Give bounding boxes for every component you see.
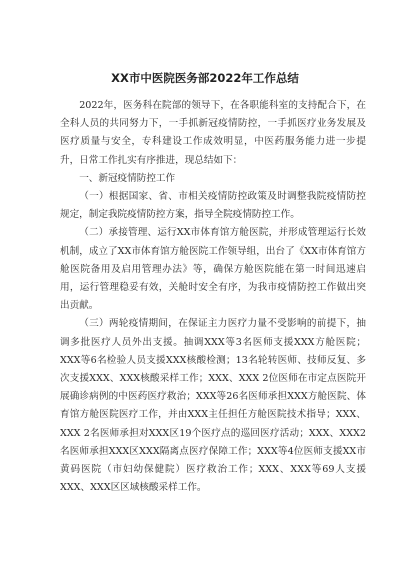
paragraph-item-3: （三）两轮疫情期间，在保证主力医疗力量不受影响的前提下，抽调多批医疗人员外出支援。抽调XXX等3名医师支援XXX方舱医院；XXX等6名检验人员支援XXX核酸检测；13名轮转医师、技师反复、多次支援XXX、XXX核酸采样工作；XXX、XXX 2位医师在市定点医院开展确诊病例的中医药医疗救治；XXX等26名医师承担XXX方舱医院、体育馆方舱医院医疗工作，并由XXX主任担任方舱医院技术指导；XXX、XXX 2名医师承担对XXX区19个医疗点的巡回医疗活动；XXX、XXX2名医师承担XXX区XXX隔离点医疗保障工作；XXX等4位医师支援XX市黄码医院（市妇幼保健院）医疗救治工作；XXX、XXX等69人支援XXX、XXX区区域核酸采样工作。 [60, 318, 366, 494]
document-body [60, 97, 366, 497]
section-heading: 一、新冠疫情防控工作 [79, 172, 176, 184]
intro-paragraph: 2022年，医务科在院部的领导下，在各职能科室的支持配合下，在全科人员的共同努力下，一手抓新冠疫情防控，一手抓医疗业务发展及医疗质量与安全，专科建设工作成效明显，中医药服务能力进一步提升，日常工作扎实有序推进，现总结如下： [60, 100, 366, 166]
paragraph-item-2: （二）承接管理、运行XX市体育馆方舱医院，并形成管理运行长效机制，成立了XX市体育馆方舱医院工作领导组，出台了《XX市体育馆方舱医院备用及启用管理办法》等，确保方舱医院能在第一时间迅速启用，运行管理稳妥有效，关舱时安全有序，为我市疫情防控工作做出突出贡献。 [60, 227, 366, 312]
document-title: XX市中医院医务部2022年工作总结 [111, 71, 299, 85]
paragraph-item-1: （一）根据国家、省、市相关疫情防控政策及时调整我院疫情防控规定，制定我院疫情防控方案，指导全院疫情防控工作。 [60, 191, 366, 221]
